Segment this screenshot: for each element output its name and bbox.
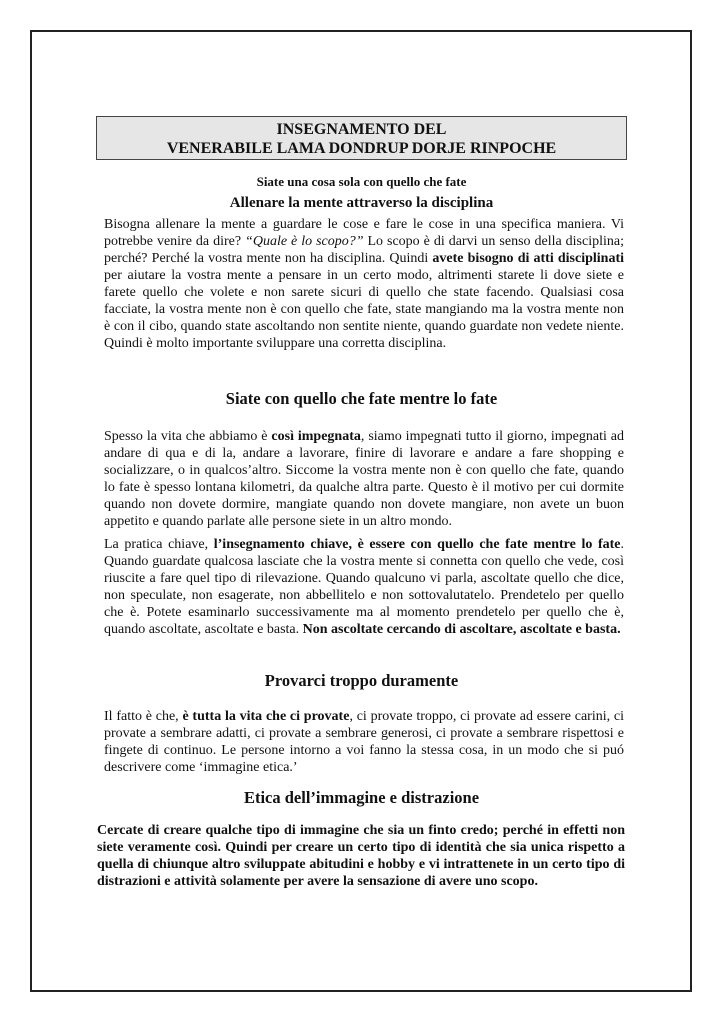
title-line-1: INSEGNAMENTO DEL	[276, 121, 447, 138]
title-line-2: VENERABILE LAMA DONDRUP DORJE RINPOCHE	[166, 140, 557, 157]
text: , siamo impegnati tutto il giorno, impegnati ad andare di qua e di la, andare a lavorare, finire di lavorare e andare a fare shopping e socializzare, o in qualcos’altro. Siccome la vostra mente non è con quello che fate, quando lo fate è spesso lontana kilometri, da qualche altra parte. Questo è il motivo per cui dormite quando non dovete dormire, mangiate quando non dovete mangiare, non avete un buon appetito e quando parlate alle persone siete in un altro mondo.	[104, 429, 624, 529]
paragraph-ethics: Cercate di creare qualche tipo di immagine che sia un finto credo; perché in effetti non siete veramente così. Quindi per creare un certo tipo di identità che sia unica rispetto a quella di chiunque altro sviluppate abitudini e hobby e vi intrattenete in un certo tipo di distrazioni e attività solamente per avere la sensazione di avere uno scopo.	[97, 823, 625, 889]
text: Il fatto è che,	[104, 709, 183, 724]
emphasis-text: è tutta la vita che ci provate	[182, 709, 350, 724]
section-heading-be-with: Siate con quello che fate mentre lo fate	[225, 389, 498, 408]
section-heading-trying: Provarci troppo duramente	[264, 671, 459, 690]
section-heading-ethics: Etica dell’immagine e distrazione	[243, 788, 480, 807]
paragraph-key-practice	[104, 536, 624, 638]
quote-text: “Quale è lo scopo?”	[245, 234, 364, 249]
text: Lo scopo è di darvi un senso della disciplina; perché? Perché la vostra mente non ha disciplina. Quindi	[104, 234, 624, 266]
text: Bisogna allenare la mente a guardare le cose e fare le cose in una specifica maniera. Vi potrebbe venire da dire?	[104, 217, 624, 249]
section-heading-discipline: Allenare la mente attraverso la disciplina	[229, 195, 494, 211]
emphasis-text: così impegnata	[271, 429, 361, 444]
subtitle: Siate una cosa sola con quello che fate	[256, 174, 467, 189]
emphasis-text: Non ascoltate cercando di ascoltare, ascoltate e basta.	[302, 622, 621, 637]
title-box	[96, 116, 627, 160]
paragraph-busy-life	[104, 428, 624, 530]
text: . Quando guardate qualcosa lasciate che la vostra mente si connetta con quello che vede, così riuscite a fare quel tipo di rilevazione. Quando qualcuno vi parla, ascoltate quello che dice, non speculate, non esagerate, non abbellitelo e non sottovalutatelo. Prendetelo per quello che è. Potete esaminarlo successivamente ma al momento prendetelo per quello che è, quando ascoltate, ascoltate e basta.	[104, 537, 625, 637]
paragraph-discipline	[104, 216, 624, 352]
paragraph-trying	[104, 708, 624, 776]
emphasis-text: avete bisogno di atti disciplinati	[432, 251, 624, 266]
text: per aiutare la vostra mente a pensare in un certo modo, altrimenti starete li dove siete e farete quello che volete e non sarete sicuri di quello che state facendo. Qualsiasi cosa facciate, la vostra mente non è con quello che fate, state mangiando ma la vostra mente non è con il cibo, quando state ascoltando non sentite niente, quando guardate non vedete niente. Quindi è molto importante sviluppare una corretta disciplina.	[104, 268, 624, 351]
text: La pratica chiave,	[104, 537, 214, 552]
text: , ci provate troppo, ci provate ad essere carini, ci provate a sembrare adatti, ci provate a sembrare generosi, ci provate a sembrare rispettosi e fingete di continuo. Le persone intorno a voi fanno la stessa cosa, in un modo che si puó descrivere come ‘immagine etica.’	[104, 709, 624, 775]
text: Spesso la vita che abbiamo è	[104, 429, 272, 444]
emphasis-text: l’insegnamento chiave, è essere con quello che fate mentre lo fate	[213, 537, 621, 552]
